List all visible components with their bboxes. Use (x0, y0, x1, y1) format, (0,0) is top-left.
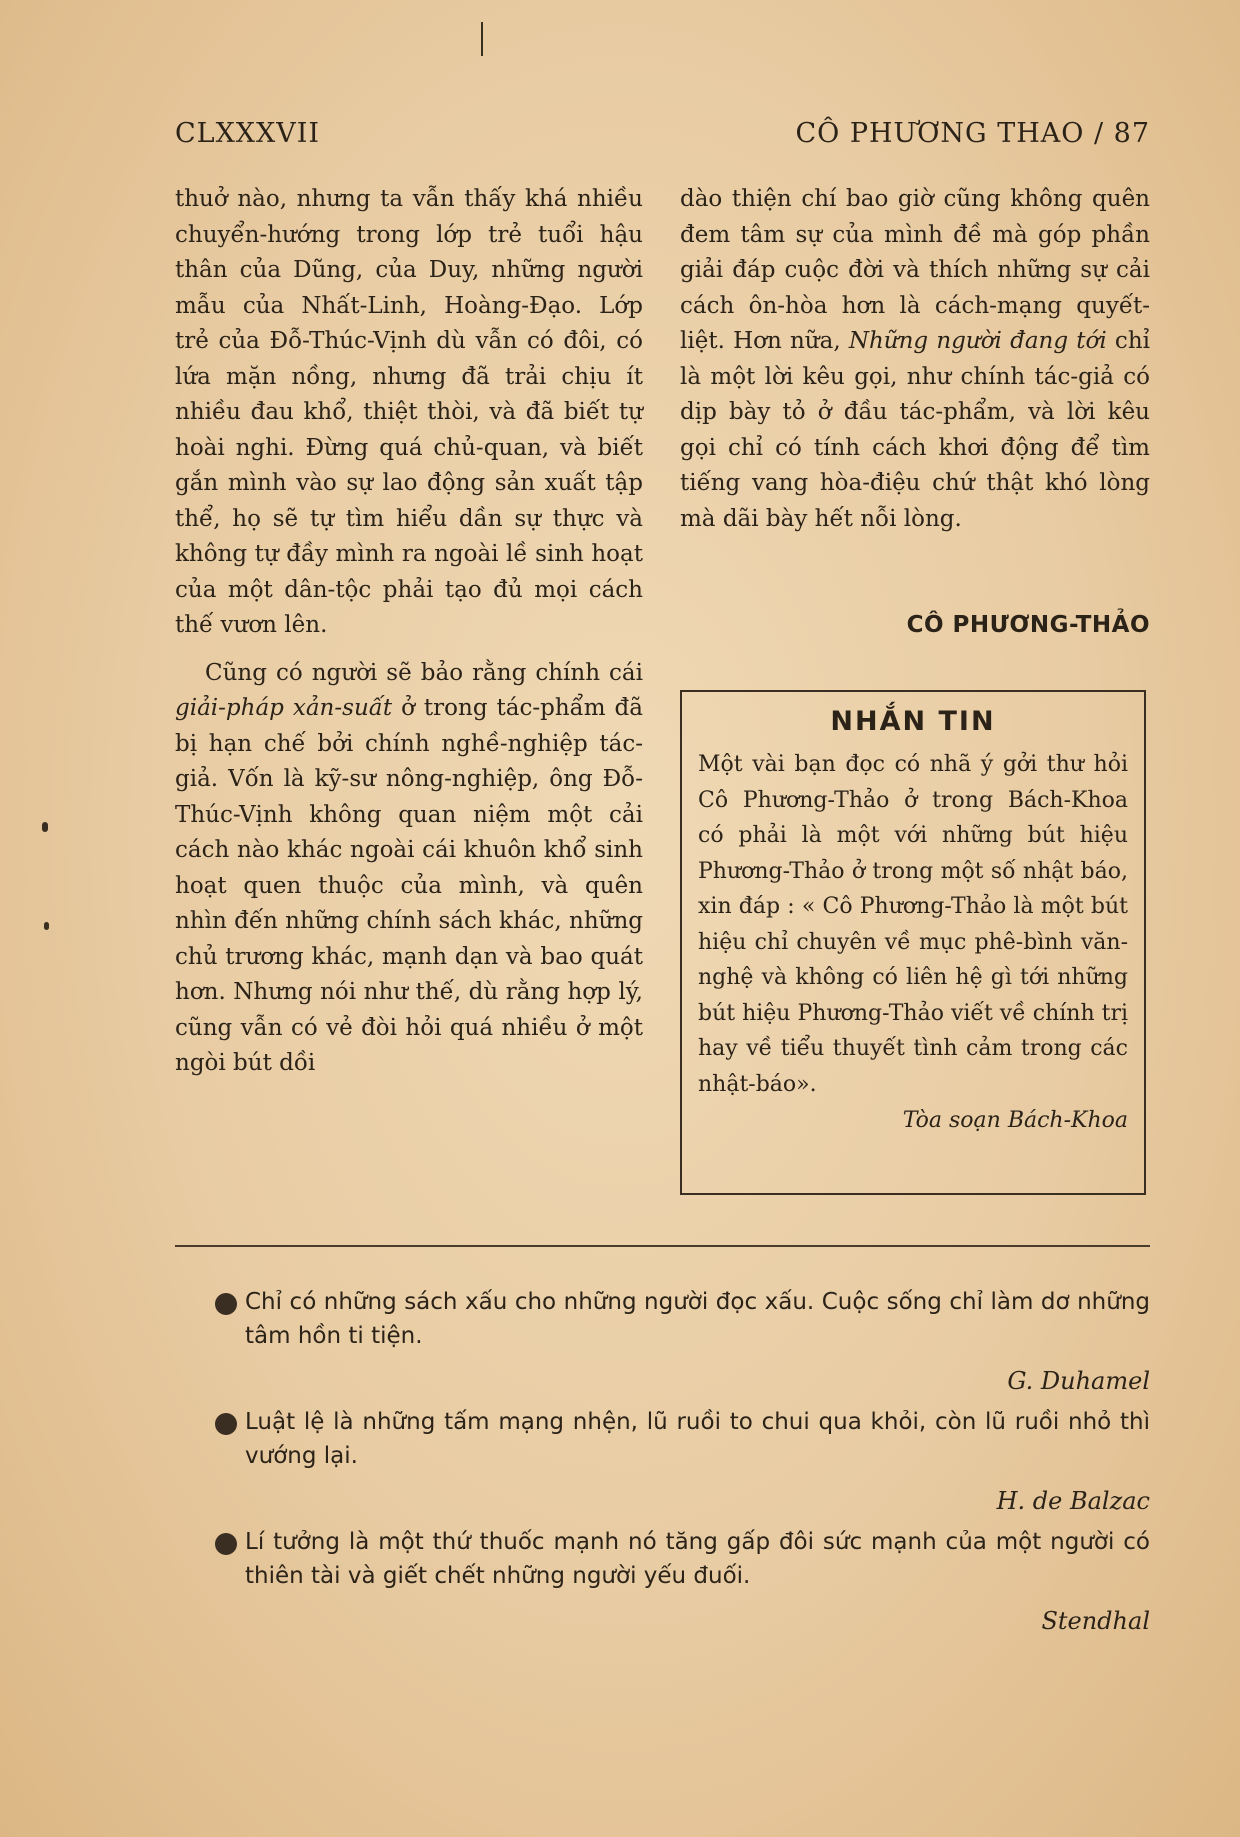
quote-text: Chỉ có những sách xấu cho những người đọc xấu. Cuộc sống chỉ làm dơ những tâm hồn ti tiện. (245, 1289, 1150, 1349)
book-title: Những người đang tới (848, 328, 1107, 354)
page-header (175, 118, 1150, 158)
divider (175, 1245, 1150, 1247)
quote-author: G. Duhamel (1007, 1367, 1150, 1395)
notice-body: Một vài bạn đọc có nhã ý gởi thư hỏi Cô Phương-Thảo ở trong Bách-Khoa có phải là một với những bút hiệu Phương-Thảo ở trong một số nhật báo, xin đáp : « Cô Phương-Thảo là một bút hiệu chỉ chuyên về mục phê-bình văn-nghệ và không có liên hệ gì tới những bút hiệu Phương-Thảo viết về chính trị hay về tiểu thuyết tình cảm trong các nhật-báo». (698, 752, 1128, 1097)
page-number-roman: CLXXXVII (175, 118, 321, 149)
bullet-icon (215, 1413, 237, 1435)
bullet-icon (215, 1293, 237, 1315)
quotes-section (245, 1285, 1150, 1645)
quote-item (245, 1525, 1150, 1635)
ink-mark-top (481, 22, 483, 56)
paragraph: dào thiện chí bao giờ cũng không quên đem tâm sự của mình đề mà góp phần giải đáp cuộc đời và thích những sự cải cách ôn-hòa hơn là cách-mạng quyết-liệt. Hơn nữa, Những người đang tới chỉ là một lời kêu gọi, như chính tác-giả có dịp bày tỏ ở đầu tác-phẩm, và lời kêu gọi chỉ có tính cách khơi động để tìm tiếng vang hòa-điệu chứ thật khó lòng mà dãi bày hết nỗi lòng. (680, 186, 1150, 532)
emphasis: giải-pháp xản-suất (175, 695, 393, 721)
quote-item (245, 1405, 1150, 1515)
quote-text: Luật lệ là những tấm mạng nhện, lũ ruồi to chui qua khỏi, còn lũ ruồi nhỏ thì vướng lại. (245, 1409, 1150, 1469)
author-signature: CÔ PHƯƠNG-THẢO (906, 612, 1150, 638)
right-column (680, 182, 1150, 537)
bullet-icon (215, 1533, 237, 1555)
notice-box (680, 690, 1146, 1195)
quote-author: H. de Balzac (996, 1487, 1150, 1515)
paragraph: Cũng có người sẽ bảo rằng chính cái giải-pháp xản-suất ở trong tác-phẩm đã bị hạn chế bởi chính nghề-nghiệp tác-giả. Vốn là kỹ-sư nông-nghiệp, ông Đỗ-Thúc-Vịnh không quan niệm một cải cách nào khác ngoài cái khuôn khổ sinh hoạt quen thuộc của mình, và quên nhìn đến những chính sách khác, những chủ trương khác, mạnh dạn và bao quát hơn. Nhưng nói như thế, dù rằng hợp lý, cũng vẫn có vẻ đòi hỏi quá nhiều ở một ngòi bút dồi (175, 659, 643, 1076)
notice-title: NHẮN TIN (830, 706, 996, 737)
quote-text: Lí tưởng là một thứ thuốc mạnh nó tăng gấp đôi sức mạnh của một người có thiên tài và giết chết những người yếu đuối. (245, 1529, 1150, 1589)
ink-mark-margin-2 (44, 922, 49, 930)
quote-author: Stendhal (1041, 1607, 1150, 1635)
notice-signature: Tòa soạn Bách-Khoa (902, 1108, 1128, 1133)
paragraph: thuở nào, nhưng ta vẫn thấy khá nhiều chuyển-hướng trong lớp trẻ tuổi hậu thân của Dũng, của Duy, những người mẫu của Nhất-Linh, Hoàng-Đạo. Lớp trẻ của Đỗ-Thúc-Vịnh dù vẫn có đôi, có lứa mặn nồng, nhưng đã trải chịu ít nhiều đau khổ, thiệt thòi, và đã biết tự hoài nghi. Đừng quá chủ-quan, và biết gắn mình vào sự lao động sản xuất tập thể, họ sẽ tự tìm hiểu dần sự thực và không tự đầy mình ra ngoài lề sinh hoạt của một dân-tộc phải tạo đủ mọi cách thế vươn lên. (175, 186, 643, 638)
quote-item (245, 1285, 1150, 1395)
ink-mark-margin (42, 822, 48, 832)
left-column (175, 182, 643, 1082)
running-title: CÔ PHƯƠNG THAO / 87 (795, 118, 1150, 149)
